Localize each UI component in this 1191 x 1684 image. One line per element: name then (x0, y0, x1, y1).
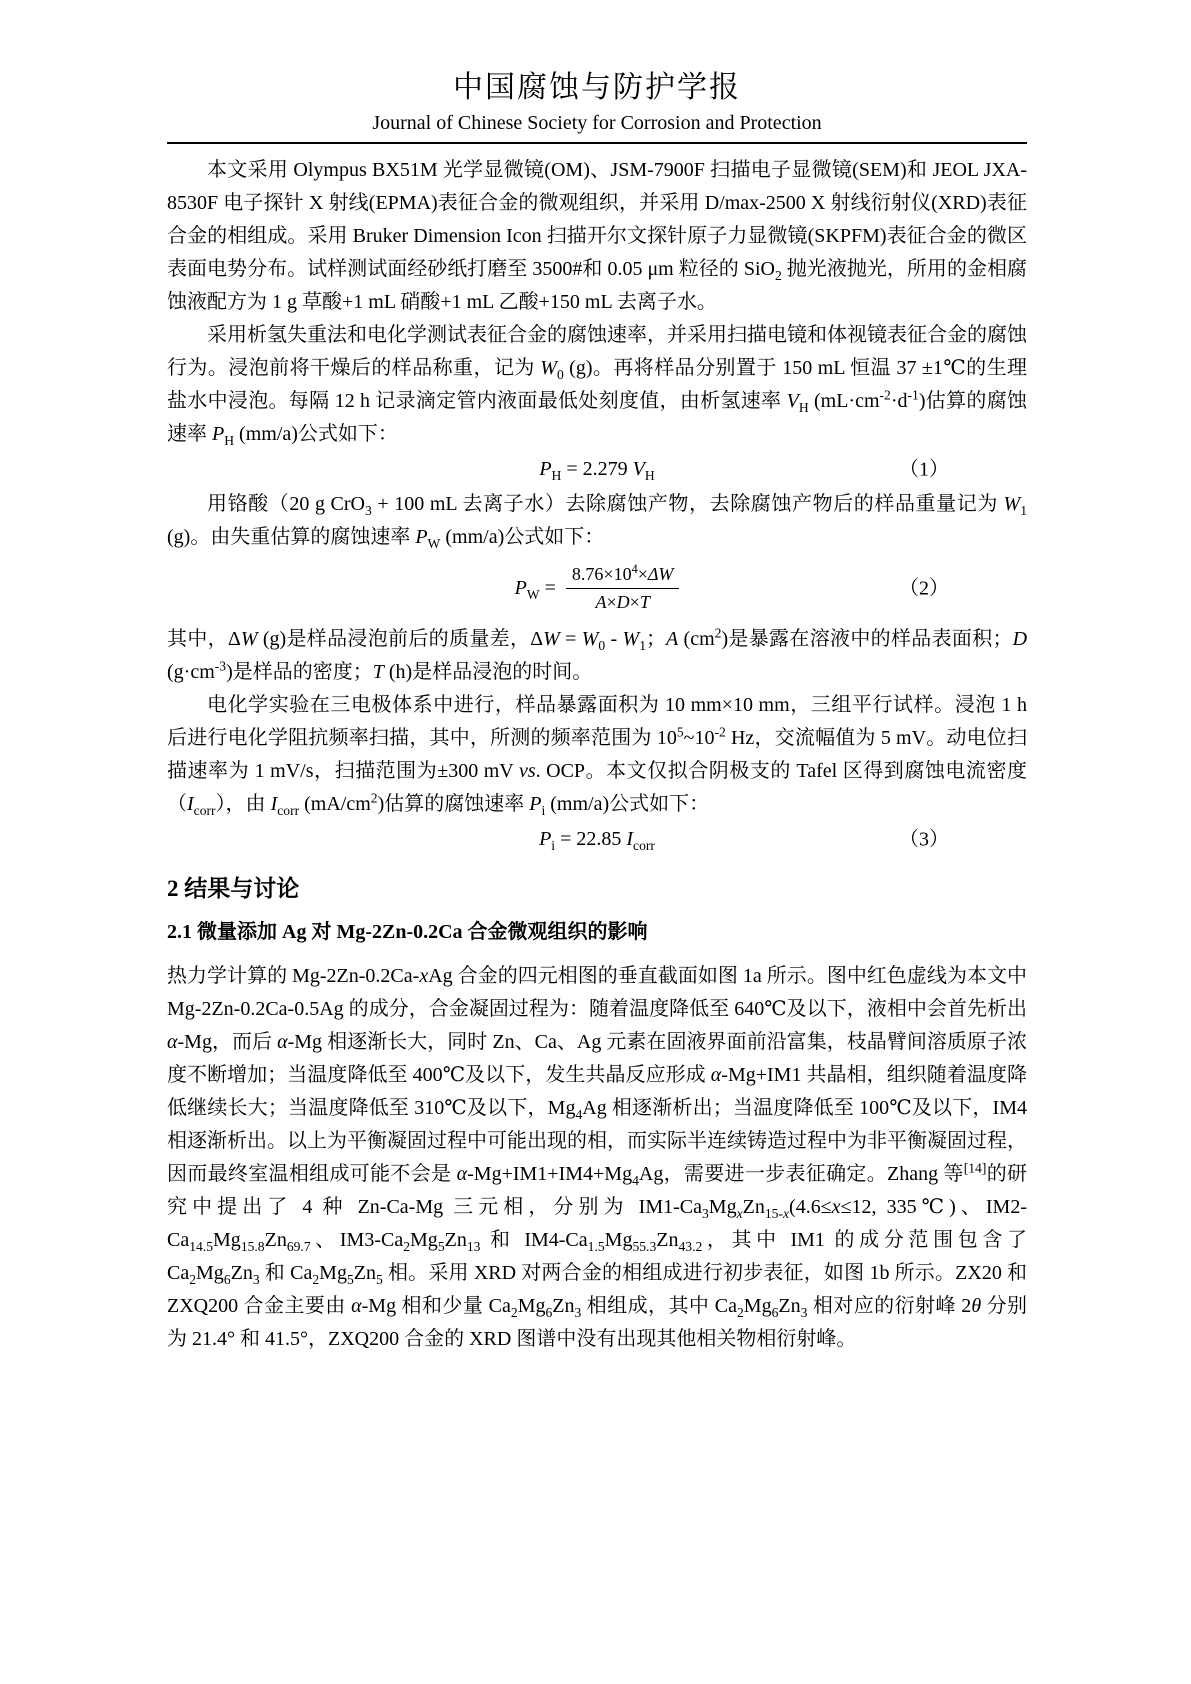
section-heading-results-discussion: 2 结果与讨论 (167, 876, 300, 901)
paragraph-weight-loss-terms: 其中，ΔW (g)是样品浸泡前后的质量差，$\Delta W = W_0 - W_1$；A $(cm^2)$是暴露在溶液中的样品表面积；D $(g\cdot cm^{-3})$是样品的密度；T (h)是样品浸泡的时间。 (167, 625, 1028, 683)
journal-header (167, 70, 1027, 144)
equation-2-numerator: $8.76\times 10^4\times\Delta W$ (566, 561, 680, 589)
paragraph-hydrogen-evolution-method: 采用析氢失重法和电化学测试表征合金的腐蚀速率，并采用扫描电镜和体视镜表征合金的腐蚀行为。浸泡前将干燥后的样品称重，记为 $W_0$ (g)。再将样品分别置于 150 mL 恒温 37 ±1℃的生理盐水中浸泡。每隔 12 h 记录滴定管内液面最低处刻度值，由析氢速率 $V_H$ $(mL\cdot cm^{-2}\cdot d^{-1})$估算的腐蚀速率 $P_H$ (mm/a)公式如下： (167, 324, 1028, 448)
paragraph-chromic-acid-cleaning: 用铬酸（20 g CrO$_3$ + 100 mL 去离子水）去除腐蚀产物，去除腐蚀产物后的样品重量记为 $W_1$ (g)。由失重估算的腐蚀速率 $P_W$ (mm/a)公式如下： (167, 493, 1027, 551)
journal-title-zh: 中国腐蚀与防护学报 (453, 71, 741, 104)
paragraph-characterization-methods: 本文采用 Olympus BX51M 光学显微镜(OM)、JSM-7900F 扫描电子显微镜(SEM)和 JEOL JXA-8530F 电子探针 X 射线(EPMA)表征合金的微观组织，并采用 D/max-2500 X 射线衍射仪(XRD)表征合金的相组成。采用 Bruker Dimension Icon 扫描开尔文探针原子力显微镜(SKPFM)表征合金的微区表面电势分布。试样测试面经砂纸打磨至 3500#和 0.05 μm 粒径的 SiO$_2$ 抛光液抛光，所用的金相腐蚀液配方为 1 g 草酸+1 mL 硝酸+1 mL 乙酸+150 mL 去离子水。 (167, 159, 1028, 313)
paragraph-microstructure-discussion: 热力学计算的 Mg-2Zn-0.2Ca-xAg 合金的四元相图的垂直截面如图 1a 所示。图中红色虚线为本文中 Mg-2Zn-0.2Ca-0.5Ag 的成分，合金凝固过程为：随着温度降低至 640℃及以下，液相中会首先析出 α-Mg，而后 α-Mg 相逐渐长大，同时 Zn、Ca、Ag 元素在固液界面前沿富集，枝晶臂间溶质原子浓度不断增加；当温度降低至 400℃及以下，发生共晶反应形成 α-Mg+IM1 共晶相，组织随着温度降低继续长大；当温度降低至 310℃及以下，$Mg_4Ag$ 相逐渐析出；当温度降低至 100℃及以下，IM4 相逐渐析出。以上为平衡凝固过程中可能出现的相，而实际半连续铸造过程中为非平衡凝固过程，因而最终室温相组成可能不会是 $\alpha-Mg+IM1+IM4+Mg_4Ag$，需要进一步表征确定。Zhang 等[14]的研究中提出了 4 种 Zn-Ca-Mg 三元相，分别为 $IM1-Ca_3Mg_xZn_{15-x}(4.6\le x\le 12$, 335℃)、$IM2-Ca_{14.5}Mg_{15.8}Zn_{69.7}$、$IM3-Ca_2Mg_5Zn_{13}$ 和 $IM4-Ca_{1.5}Mg_{55.3}Zn_{43.2}$，其中 IM1 的成分范围包含了 $Ca_2Mg_6Zn_3$ 和 $Ca_2Mg_5Zn_5$ 相。采用 XRD 对两合金的相组成进行初步表征，如图 1b 所示。ZX20 和 ZXQ200 合金主要由 α-Mg 相和少量 $Ca_2Mg_6Zn_3$ 相组成，其中 $Ca_2Mg_6Zn_3$ 相对应的衍射峰 2θ 分别为 21.4° 和 41.5°，ZXQ200 合金的 XRD 图谱中没有出现其他相关物相衍射峰。 (167, 965, 1028, 1350)
header-divider (167, 142, 1027, 144)
equation-1-formula: $P_H = 2.279$ $V_H$ (539, 458, 655, 483)
equation-2-formula (515, 556, 680, 621)
equation-1 (167, 453, 1027, 486)
equation-2-denominator: A×D×T (595, 592, 650, 612)
equation-3 (167, 823, 1027, 856)
equation-3-formula: $P_i = 22.85$ $I_{corr}$ (539, 828, 655, 853)
equation-2-number: （2） (899, 577, 949, 599)
equation-2-fraction (566, 561, 680, 616)
equation-2-lhs: $P_W$ = (514, 577, 556, 602)
journal-title-en: Journal of Chinese Society for Corrosion and Protection (372, 112, 822, 134)
equation-2 (167, 556, 1027, 621)
equation-1-number: （1） (899, 458, 949, 480)
equation-3-number: （3） (899, 828, 949, 850)
subsection-heading-ag-microstructure-effect: 2.1 微量添加 Ag 对 Mg-2Zn-0.2Ca 合金微观组织的影响 (167, 921, 648, 943)
article-body (167, 154, 1027, 1356)
paragraph-electrochemical-setup: 电化学实验在三电极体系中进行，样品暴露面积为 10 mm×10 mm，三组平行试样。浸泡 1 h 后进行电化学阻抗频率扫描，其中，所测的频率范围为 $10^5\sim 10^{-2}$ Hz，交流幅值为 5 mV。动电位扫描速率为 1 mV/s，扫描范围为±300 mV vs. OCP。本文仅拟合阴极支的 Tafel 区得到腐蚀电流密度$(I_{corr})$，由 $I_{corr}$ $(mA/cm^2)$估算的腐蚀速率 $P_i$ (mm/a)公式如下： (167, 694, 1027, 818)
